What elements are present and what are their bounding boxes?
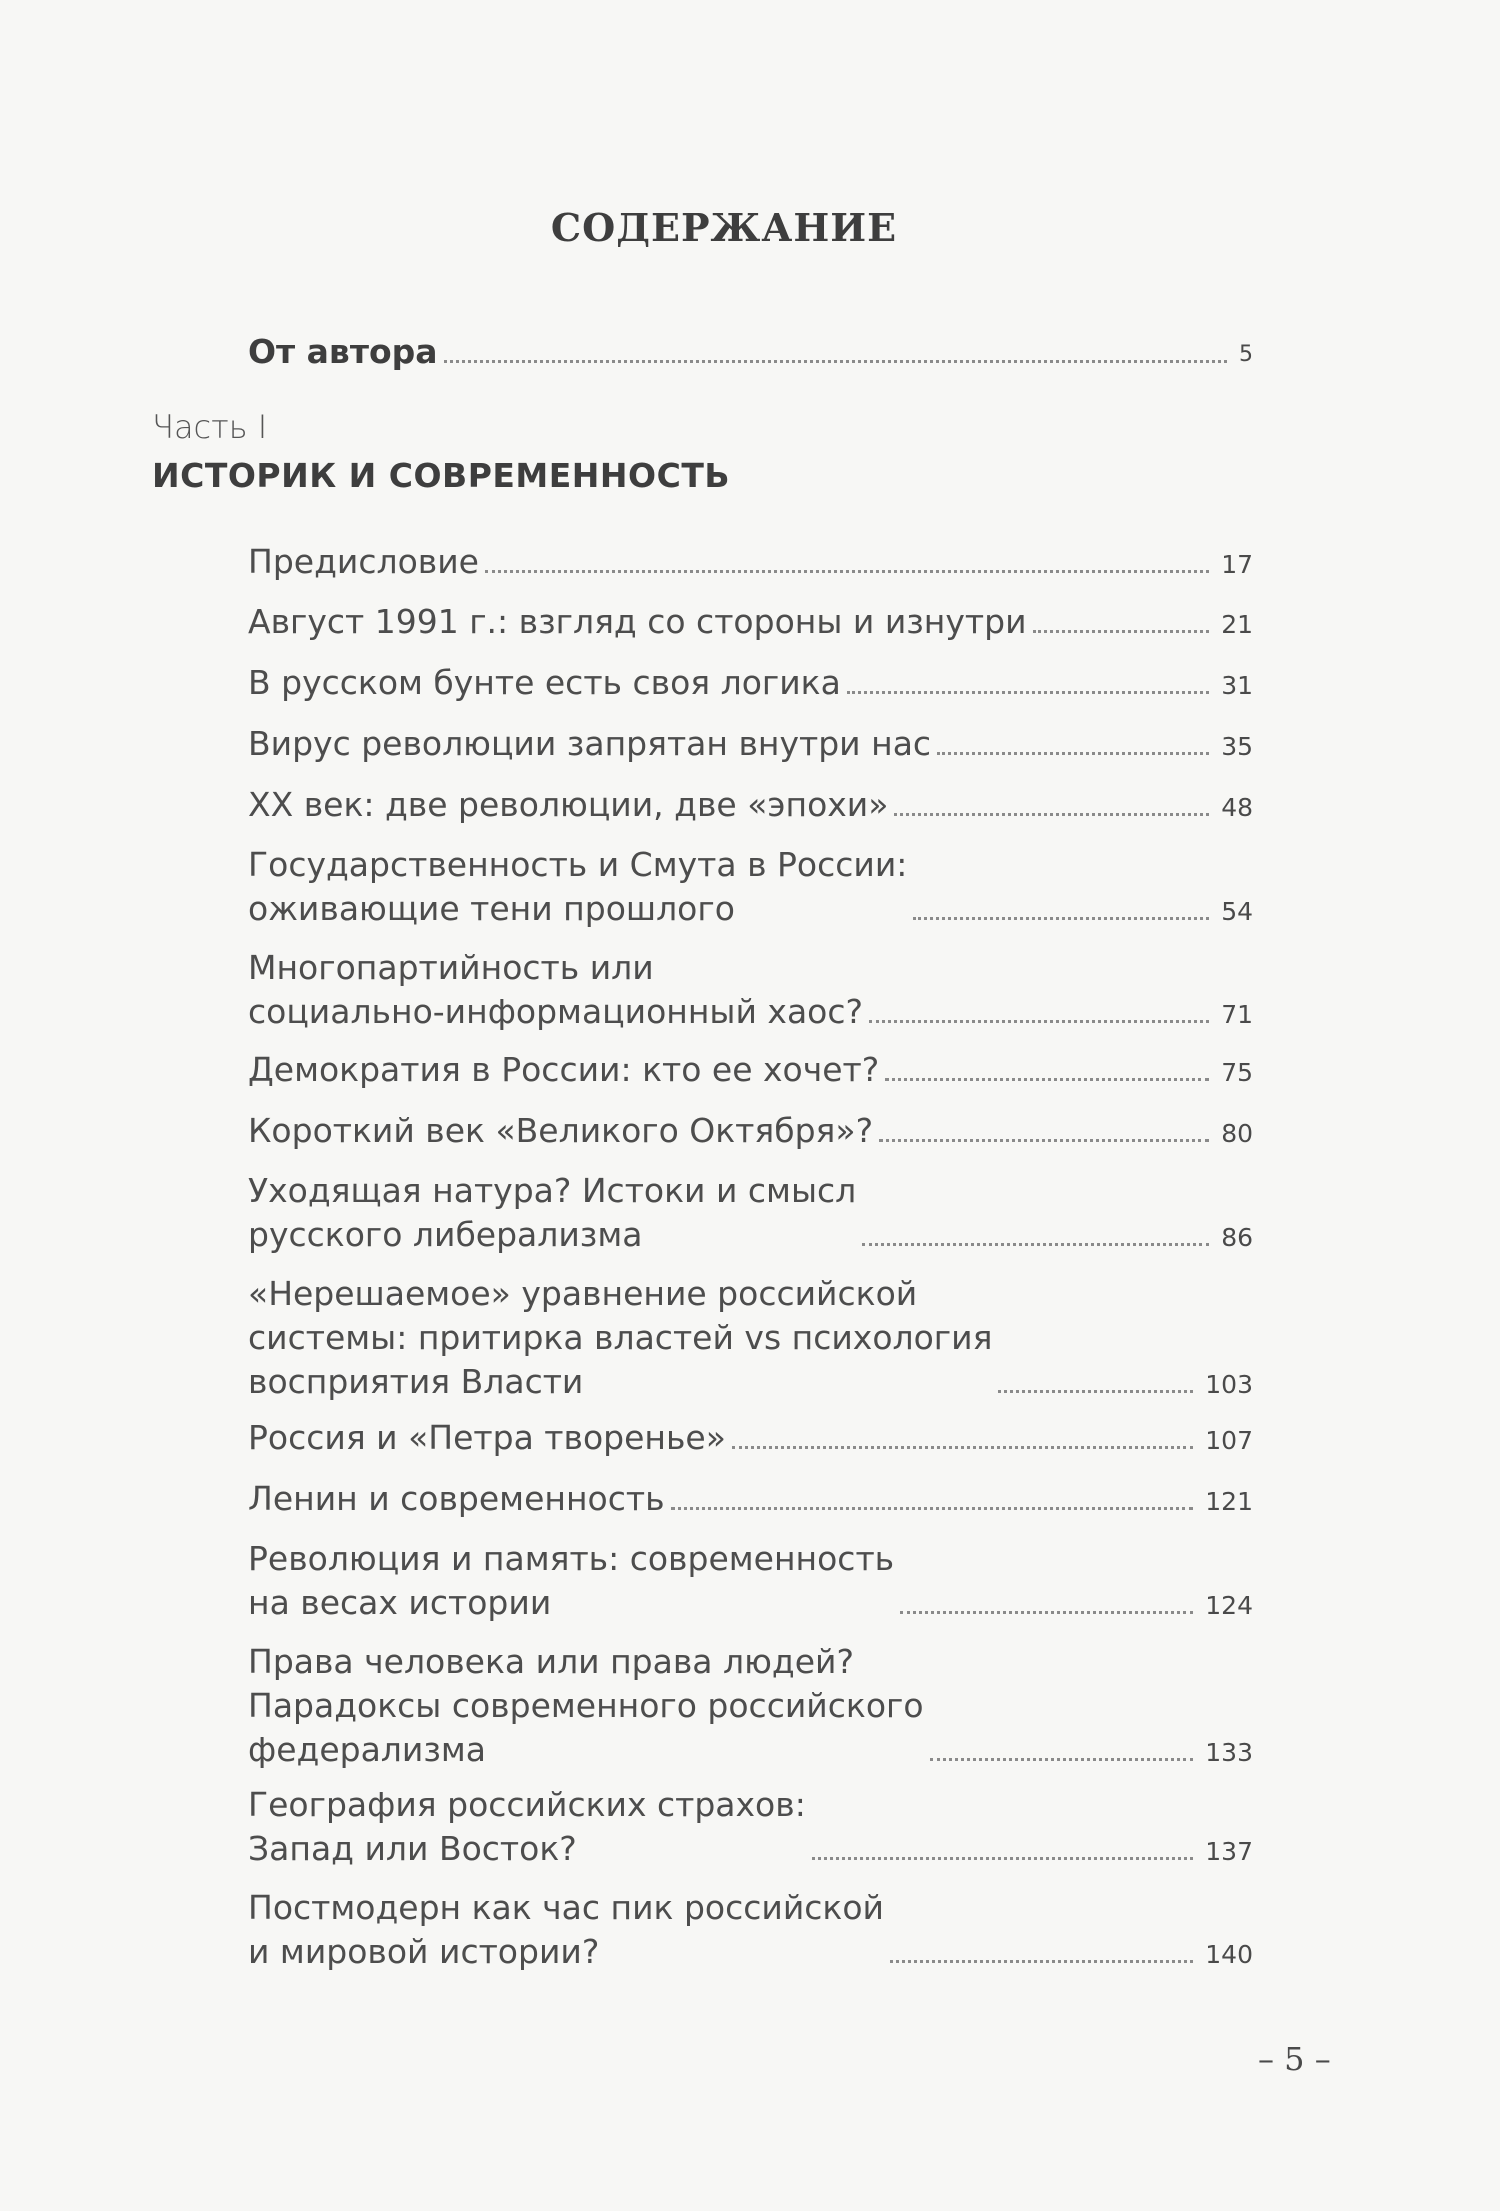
toc-entry-text: От автора — [248, 332, 438, 371]
toc-entry[interactable] — [248, 1640, 1253, 1772]
toc-entry-text: Демократия в России: кто ее хочет? — [248, 1050, 880, 1089]
toc-entry[interactable] — [248, 783, 1253, 827]
toc-entry-page: 75 — [1221, 1058, 1253, 1087]
toc-entry-page: 80 — [1221, 1119, 1253, 1148]
toc-entry-text: «Нерешаемое» уравнение российской системы: притирка властей vs психология восприятия Власти — [248, 1274, 993, 1401]
toc-entry-page: 137 — [1205, 1837, 1253, 1866]
toc-entry-page: 21 — [1221, 610, 1253, 639]
toc-entry-page: 124 — [1205, 1591, 1253, 1620]
toc-entry-page: 121 — [1205, 1487, 1253, 1516]
toc-entry-text: Ленин и современность — [248, 1479, 665, 1518]
dot-leader — [900, 1610, 1193, 1614]
part-title: ИСТОРИК И СОВРЕМЕННОСТЬ — [152, 456, 730, 495]
dot-leader — [913, 916, 1209, 920]
toc-entry-text: Постмодерн как час пик российской и мировой истории? — [248, 1888, 884, 1971]
toc-entry-page: 103 — [1205, 1370, 1253, 1399]
toc-entry[interactable] — [248, 722, 1253, 766]
dot-leader — [812, 1856, 1193, 1860]
dot-leader — [998, 1389, 1193, 1393]
dot-leader — [869, 1019, 1209, 1023]
toc-entry[interactable] — [248, 1048, 1253, 1092]
dot-leader — [879, 1138, 1209, 1142]
toc-entry[interactable] — [248, 1886, 1253, 1974]
toc-entry-page: 31 — [1221, 671, 1253, 700]
toc-entry-text: Права человека или права людей? Парадоксы современного российского федерализма — [248, 1642, 924, 1769]
toc-entry[interactable] — [248, 1169, 1253, 1257]
dot-leader — [930, 1757, 1194, 1761]
toc-entry-page: 54 — [1221, 897, 1253, 926]
toc-entry-text: Многопартийность или социально-информационный хаос? — [248, 948, 864, 1031]
toc-entry[interactable] — [248, 1477, 1253, 1521]
toc-entry-text: Революция и память: современность на весах истории — [248, 1539, 895, 1622]
toc-entry-page: 17 — [1221, 550, 1253, 579]
dot-leader — [937, 751, 1209, 755]
part-label: Часть I — [152, 408, 268, 446]
dot-leader — [894, 812, 1209, 816]
page-number: – 5 – — [1258, 2040, 1331, 2078]
toc-entry[interactable] — [248, 1109, 1253, 1153]
toc-entry-text: Короткий век «Великого Октября»? — [248, 1111, 874, 1150]
toc-entry-text: Август 1991 г.: взгляд со стороны и изнутри — [248, 602, 1027, 641]
toc-entry-text: Предисловие — [248, 542, 479, 581]
dot-leader — [1033, 629, 1210, 633]
toc-entry-text: Уходящая натура? Истоки и смысл русского либерализма — [248, 1171, 857, 1254]
toc-title: СОДЕРЖАНИЕ — [550, 205, 898, 250]
toc-entry-page: 107 — [1205, 1426, 1253, 1455]
dot-leader — [671, 1506, 1194, 1510]
toc-entry[interactable] — [248, 1272, 1253, 1404]
toc-entry-page: 5 — [1239, 342, 1253, 367]
dot-leader — [890, 1959, 1193, 1963]
toc-entry-text: Россия и «Петра творенье» — [248, 1418, 726, 1457]
toc-entry[interactable] — [248, 661, 1253, 705]
toc-entry-page: 48 — [1221, 793, 1253, 822]
dot-leader — [885, 1077, 1209, 1081]
toc-entry-text: В русском бунте есть своя логика — [248, 663, 841, 702]
toc-entry-text: Государственность и Смута в России: оживающие тени прошлого — [248, 845, 908, 928]
dot-leader — [732, 1445, 1193, 1449]
toc-entry-page: 86 — [1221, 1223, 1253, 1252]
toc-entry[interactable] — [248, 1416, 1253, 1460]
toc-entry[interactable] — [248, 946, 1253, 1034]
toc-entry[interactable] — [248, 1537, 1253, 1625]
toc-entry[interactable] — [248, 540, 1253, 584]
dot-leader — [444, 359, 1227, 363]
toc-entry-preface[interactable] — [248, 330, 1253, 374]
toc-entry[interactable] — [248, 843, 1253, 931]
toc-entry[interactable] — [248, 600, 1253, 644]
toc-entry-text: География российских страхов: Запад или Восток? — [248, 1785, 806, 1868]
dot-leader — [862, 1242, 1209, 1246]
toc-entry[interactable] — [248, 1783, 1253, 1871]
toc-entry-page: 133 — [1205, 1738, 1253, 1767]
toc-entry-page: 140 — [1205, 1940, 1253, 1969]
toc-entry-page: 35 — [1221, 732, 1253, 761]
toc-entry-text: Вирус революции запрятан внутри нас — [248, 724, 932, 763]
dot-leader — [485, 569, 1209, 573]
toc-entry-page: 71 — [1221, 1000, 1253, 1029]
toc-entry-text: XX век: две революции, две «эпохи» — [248, 785, 889, 824]
dot-leader — [847, 690, 1209, 694]
